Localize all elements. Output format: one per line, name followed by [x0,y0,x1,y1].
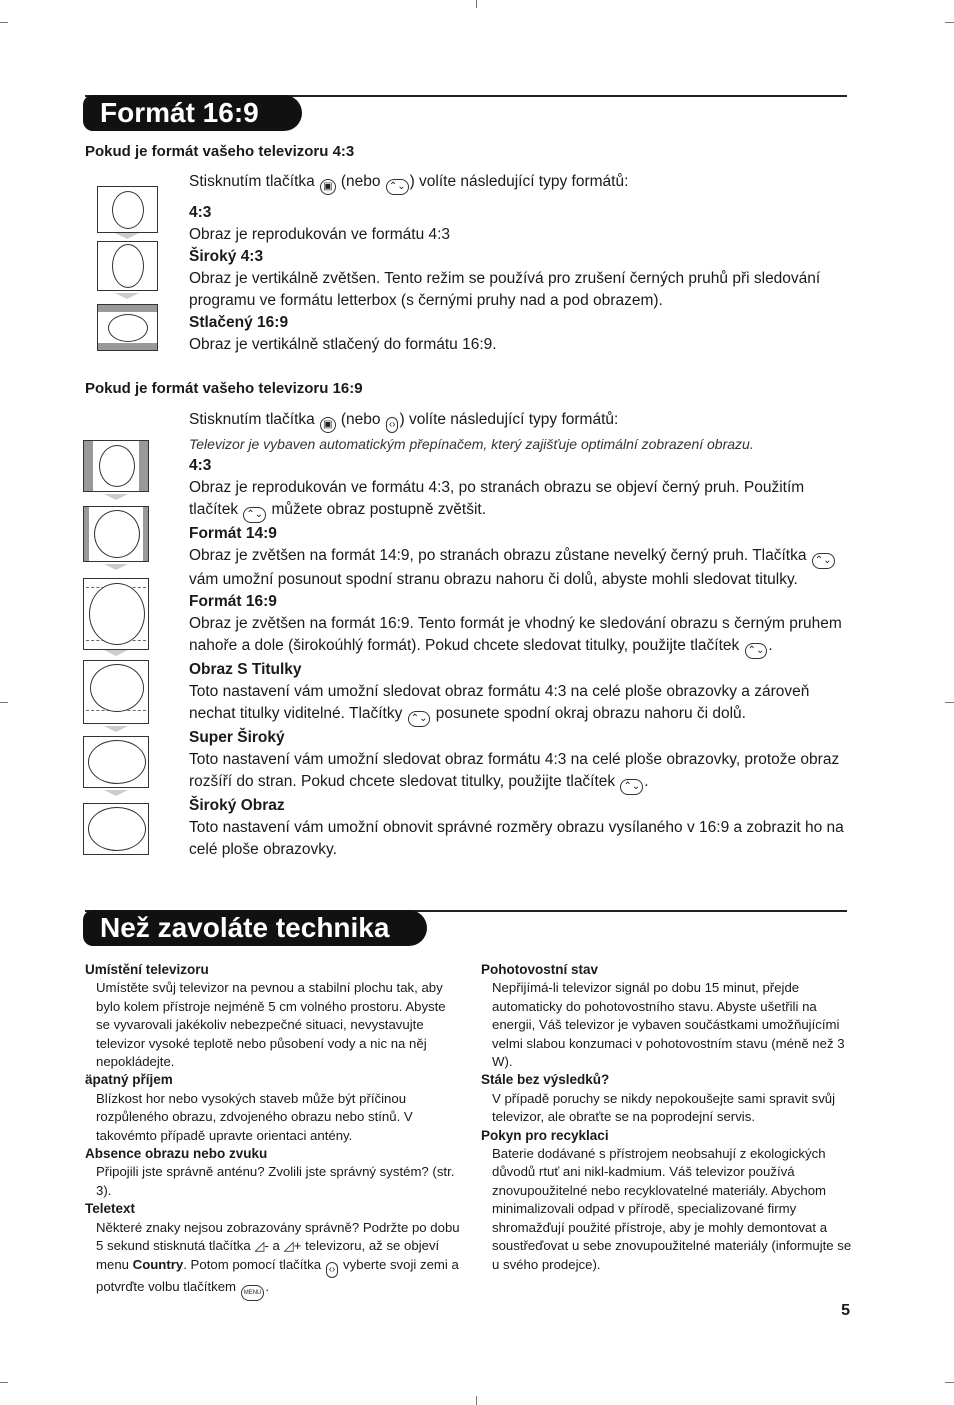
tv-icon-wide-43 [97,241,158,291]
topic-heading: Pokyn pro recyklaci [481,1127,609,1143]
tv-icon-149 [83,506,149,562]
item-title: Obraz S Titulky [189,661,302,678]
topic-heading: Umístění televizoru [85,962,209,977]
topic-heading: Absence obrazu nebo zvuku [85,1146,268,1162]
topic-text: Nepřijímá-li televizor signál po dobu 15 minut, přejde automaticky do pohotovostního stavu. Abyste ušetřili na energii, Váš televizor je vybaven součástkami umožňujícími velmi slabou konzumaci v pohotovostním stavu (méně než 3 W). [492,980,845,1070]
troubleshooting-left-column [85,961,460,1301]
tv-icon-compressed-169 [97,304,158,351]
auto-switch-note: Televizor je vybaven automatickým přepínačem, který zajišťuje optimální zobrazení obrazu. [189,436,754,452]
left-right-buttons-icon: ‹› [386,417,399,433]
item-text: Obraz je reprodukován ve formátu 4:3 [189,226,451,243]
volume-plus-icon: ◿ [283,1238,294,1254]
up-down-buttons-icon: ⌃⌄ [745,643,768,659]
item-title: Super Široký [189,729,285,746]
arrow-down-icon [104,564,128,570]
crop-mark [945,1382,954,1383]
topic-heading: äpatný příjem [85,1072,173,1088]
up-down-buttons-icon: ⌃⌄ [620,779,643,795]
subheading-43: Pokud je formát vašeho televizoru 4:3 [85,143,355,160]
topic-text: Umístěte svůj televizor na pevnou a stabilní plochu tak, aby bylo kolem přístroje nejméně 5 cm volného prostoru. Abyste se vyvarovali jakékoliv nebezpečné situaci, nevystavujte televizor vysoké teplotě nebo působení vody a nic na něj nepokládejte. [96,980,446,1070]
left-right-buttons-icon: ‹› [326,1262,339,1278]
arrow-down-icon [104,790,128,796]
tv-icon-super-wide [83,736,149,788]
tv-icon-43 [97,186,158,233]
tv-icon-subtitle [83,660,149,724]
item-title: Formát 14:9 [189,525,277,542]
up-down-buttons-icon: ⌃⌄ [408,711,431,727]
arrow-down-icon [104,650,128,656]
subheading-169: Pokud je formát vašeho televizoru 16:9 [85,380,363,397]
item-title: Formát 16:9 [189,593,277,610]
tv-icon-169-43 [83,440,149,492]
crop-mark [945,702,954,703]
topic-text: Připojili jste správně anténu? Zvolili jste správný systém? (str. 3). [96,1164,455,1198]
topic-heading: Pohotovostní stav [481,962,599,977]
crop-mark [476,0,477,8]
crop-mark [945,22,954,23]
crop-mark [0,1382,8,1383]
page-number: 5 [841,1302,850,1319]
format-button-icon: ▣ [320,417,335,433]
arrow-down-icon [115,233,139,239]
section-title-format: Formát 16:9 [83,95,302,131]
arrow-down-icon [104,726,128,732]
topic-text: V případě poruchy se nikdy nepokoušejte sami spravit svůj televizor, ale obraťte se na poprodejní servis. [492,1090,836,1125]
tv-icon-169-zoom [83,578,149,650]
volume-minus-icon: ◿ [254,1238,265,1254]
format-button-icon: ▣ [320,179,335,195]
up-down-buttons-icon: ⌃⌄ [812,553,835,569]
item-title: Široký 4:3 [189,248,264,265]
troubleshooting-right-column [481,961,854,1274]
crop-mark [476,1396,477,1405]
formats-169-text: Stisknutím tlačítka ▣ (nebo ‹› ) volíte následující typy formátů: Televizor je vybaven automatickým přepínačem, který zajišťuje optimální zobrazení obrazu. 4:3 Obraz je reprodukován ve formátu 4:3, po stranách obrazu se objeví černý pruh. Použitím tlačítek ⌃⌄ můžete obraz postupně zvětšit. Formát 14:9 Obraz je zvětšen na formát 14:9, po stranách obrazu zůstane nevelký černý pruh. Tlačítka ⌃⌄ vám umožní posunout spodní stranu obrazu nahoru či dolů, abyste mohli sledovat titulky. Formát 16:9 Obraz je zvětšen na formát 16:9. Tento formát je vhodný ke sledování obrazu s černým pruhem nahoře a dole (širokoúhlý formát). Pokud chcete sledovat titulky, použijte tlačítek ⌃⌄ . Obraz S Titulky Toto nastavení vám umožní sledovat obraz formátu 4:3 na celé ploše obrazovky a zároveň nechat titulky viditelné. Tlačítky ⌃⌄ posunete spodní okraj obrazu nahoru či dolů. Super Široký Toto nastavení vám umožní sledovat obraz formátu 4:3 na celé ploše obrazovky, protože obraz rozšíří do stran. Pokud chcete sledovat titulky, použijte tlačítek ⌃⌄ . Široký Obraz Toto nastavení vám umožní obnovit správné rozměry obrazu vysílaného v 16:9 a zobrazit ho na celé ploše obrazovky. [189,409,849,861]
topic-heading: Stále bez výsledků? [481,1072,610,1088]
item-title: Stlačený 16:9 [189,314,289,331]
crop-mark [0,22,8,23]
menu-button-icon: MENU [241,1285,265,1301]
item-text: Obraz je vertikálně stlačený do formátu 16:9. [189,336,497,353]
topic-text: Některé znaky nejsou zobrazovány správně? Podržte po dobu 5 sekund stisknutá tlačítka ◿- a ◿+ televizoru, až se objeví menu Country. Potom pomocí tlačítka ‹› vyberte svoji zemi a potvrďte volbu tlačítkem MENU . [85,1219,460,1301]
item-text: Toto nastavení vám umožní obnovit správné rozměry obrazu vysílaného v 16:9 a zobrazit ho na celé ploše obrazovky. [189,819,844,858]
topic-text: Baterie dodávané s přístrojem neobsahují z ekologických důvodů rtuť ani nikl-kadmium. Váš televizor používá znovupoužitelné nebo recyklovatelné materiály. Abychom minimalizovali odpad v přírodě, specializované firmy shromažďují použité přístroje, aby je mohly demontovat a soustřeďovat u sebe znovupoužitelné materiály (informujte se u svého prodejce). [492,1146,852,1272]
item-title: 4:3 [189,457,212,474]
topic-heading: Teletext [85,1201,136,1217]
topic-text: Blízkost hor nebo vysokých staveb může být příčinou rozpůleného obrazu, zdvojeného obrazu nebo stínů. V takovémto případě upravte orientaci antény. [96,1090,413,1143]
arrow-down-icon [115,293,139,299]
formats-43-text: Stisknutím tlačítka ▣ (nebo ⌃⌄ ) volíte následující typy formátů: 4:3 Obraz je reprodukován ve formátu 4:3 Široký 4:3 Obraz je vertikálně zvětšen. Tento režim se používá pro zrušení černých pruhů při sledování programu ve formátu letterbox (s černými pruhy nad a pod obrazem). Stlačený 16:9 Obraz je vertikálně stlačený do formátu 16:9. [189,171,849,356]
tv-icon-wide-screen [83,803,149,855]
crop-mark [0,702,8,703]
item-title: 4:3 [189,204,212,221]
item-title: Široký Obraz [189,797,285,814]
arrow-down-icon [104,494,128,500]
up-down-buttons-icon: ⌃⌄ [386,179,409,195]
section-title-troubleshooting: Než zavoláte technika [83,910,427,946]
item-text: Obraz je vertikálně zvětšen. Tento režim se používá pro zrušení černých pruhů při sledování programu ve formátu letterbox (s černými pruhy nad a pod obrazem). [189,270,821,309]
up-down-buttons-icon: ⌃⌄ [243,507,266,523]
